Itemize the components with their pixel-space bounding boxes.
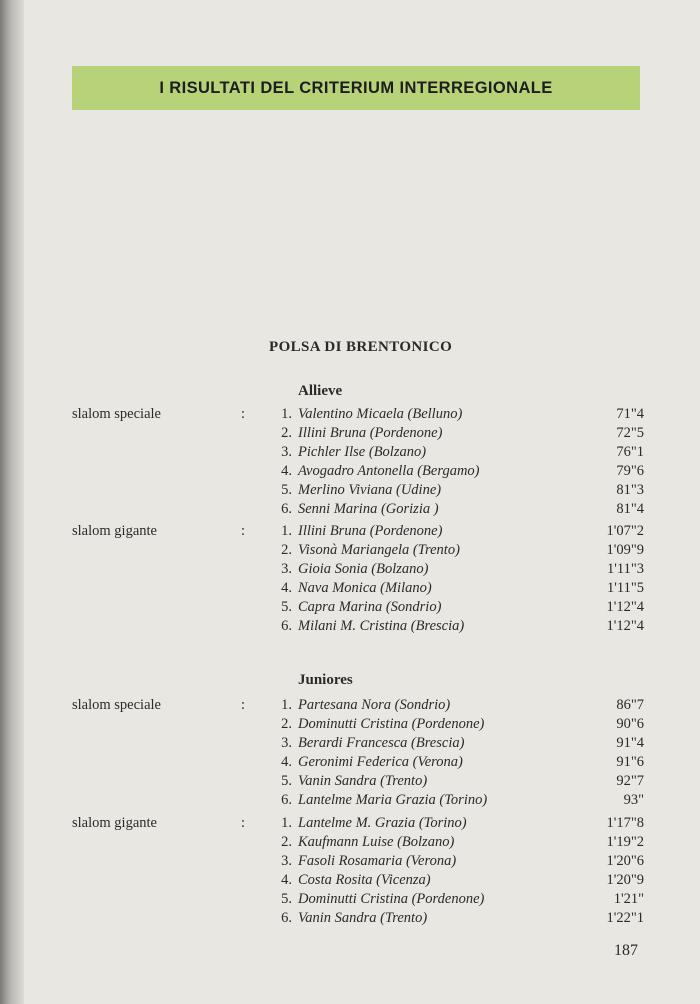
result-row [0, 425, 700, 444]
rank: 4. [281, 463, 292, 479]
result-time: 90"6 [616, 716, 644, 732]
rank: 1. [281, 815, 292, 831]
separator-colon: : [241, 523, 246, 539]
rank: 3. [281, 853, 292, 869]
rank: 5. [281, 482, 292, 498]
discipline-label: slalom speciale [72, 697, 161, 713]
rank: 2. [281, 834, 292, 850]
category-heading-allieve: Allieve [298, 383, 343, 399]
separator-colon: : [241, 815, 246, 831]
result-time: 1'20"6 [606, 853, 644, 869]
result-row [0, 815, 700, 834]
rank: 3. [281, 444, 292, 460]
athlete-name: Vanin Sandra (Trento) [298, 773, 428, 789]
athlete-name: Merlino Viviana (Udine) [298, 482, 442, 498]
rank: 6. [281, 792, 292, 808]
rank: 1. [281, 523, 292, 539]
athlete-name: Illini Bruna (Pordenone) [298, 425, 443, 441]
rank: 4. [281, 754, 292, 770]
discipline-label: slalom gigante [72, 523, 157, 539]
result-row [0, 735, 700, 754]
result-time: 1'20"9 [606, 872, 644, 888]
rank: 6. [281, 618, 292, 634]
result-row [0, 792, 700, 811]
page-title: I RISULTATI DEL CRITERIUM INTERREGIONALE [159, 78, 553, 97]
result-time: 81"3 [616, 482, 644, 498]
result-row [0, 580, 700, 599]
rank: 5. [281, 891, 292, 907]
result-row [0, 561, 700, 580]
result-time: 86"7 [616, 697, 644, 713]
rank: 1. [281, 406, 292, 422]
category-heading-juniores: Juniores [298, 672, 353, 688]
athlete-name: Kaufmann Luise (Bolzano) [298, 834, 455, 850]
result-time: 79"6 [616, 463, 644, 479]
rank: 5. [281, 773, 292, 789]
page-number: 187 [614, 942, 638, 959]
result-time: 93" [623, 792, 644, 808]
result-row [0, 444, 700, 463]
result-row [0, 697, 700, 716]
rank: 4. [281, 872, 292, 888]
result-time: 1'12"4 [606, 599, 644, 615]
athlete-name: Gioia Sonia (Bolzano) [298, 561, 429, 577]
athlete-name: Berardi Francesca (Brescia) [298, 735, 465, 751]
rank: 4. [281, 580, 292, 596]
athlete-name: Lantelme M. Grazia (Torino) [298, 815, 467, 831]
result-time: 92"7 [616, 773, 644, 789]
rank: 2. [281, 542, 292, 558]
result-time: 76"1 [616, 444, 644, 460]
athlete-name: Fasoli Rosamaria (Verona) [298, 853, 457, 869]
result-time: 91"4 [616, 735, 644, 751]
result-time: 1'12"4 [606, 618, 644, 634]
athlete-name: Avogadro Antonella (Bergamo) [298, 463, 480, 479]
result-row [0, 482, 700, 501]
athlete-name: Costa Rosita (Vicenza) [298, 872, 431, 888]
result-row [0, 754, 700, 773]
separator-colon: : [241, 406, 246, 422]
result-time: 1'22"1 [606, 910, 644, 926]
athlete-name: Milani M. Cristina (Brescia) [298, 618, 465, 634]
result-row [0, 618, 700, 637]
athlete-name: Lantelme Maria Grazia (Torino) [298, 792, 488, 808]
result-time: 71"4 [616, 406, 644, 422]
athlete-name: Valentino Micaela (Belluno) [298, 406, 463, 422]
discipline-label: slalom speciale [72, 406, 161, 422]
athlete-name: Senni Marina (Gorizia ) [298, 501, 439, 517]
rank: 6. [281, 501, 292, 517]
athlete-name: Geronimi Federica (Verona) [298, 754, 463, 770]
athlete-name: Nava Monica (Milano) [298, 580, 432, 596]
athlete-name: Capra Marina (Sondrio) [298, 599, 442, 615]
result-row [0, 501, 700, 520]
result-time: 1'19"2 [606, 834, 644, 850]
result-row [0, 872, 700, 891]
rank: 1. [281, 697, 292, 713]
athlete-name: Visonà Mariangela (Trento) [298, 542, 460, 558]
result-time: 1'11"3 [607, 561, 644, 577]
rank: 5. [281, 599, 292, 615]
separator-colon: : [241, 697, 246, 713]
athlete-name: Vanin Sandra (Trento) [298, 910, 428, 926]
result-row [0, 773, 700, 792]
rank: 2. [281, 716, 292, 732]
athlete-name: Pichler Ilse (Bolzano) [298, 444, 427, 460]
result-row [0, 542, 700, 561]
athlete-name: Dominutti Cristina (Pordenone) [298, 891, 485, 907]
result-row [0, 891, 700, 910]
result-row [0, 599, 700, 618]
rank: 6. [281, 910, 292, 926]
athlete-name: Partesana Nora (Sondrio) [298, 697, 451, 713]
result-row [0, 853, 700, 872]
result-time: 1'09"9 [606, 542, 644, 558]
result-row [0, 463, 700, 482]
result-row [0, 834, 700, 853]
result-row [0, 910, 700, 929]
result-time: 1'07"2 [606, 523, 644, 539]
result-time: 1'21" [613, 891, 644, 907]
result-row [0, 523, 700, 542]
result-row [0, 406, 700, 425]
result-time: 72"5 [616, 425, 644, 441]
rank: 3. [281, 561, 292, 577]
athlete-name: Illini Bruna (Pordenone) [298, 523, 443, 539]
result-time: 81"4 [616, 501, 644, 517]
result-row [0, 716, 700, 735]
result-time: 1'17"8 [606, 815, 644, 831]
result-time: 1'11"5 [607, 580, 644, 596]
discipline-label: slalom gigante [72, 815, 157, 831]
result-time: 91"6 [616, 754, 644, 770]
rank: 3. [281, 735, 292, 751]
location-heading: POLSA DI BRENTONICO [269, 339, 453, 355]
rank: 2. [281, 425, 292, 441]
title-banner [72, 66, 640, 110]
athlete-name: Dominutti Cristina (Pordenone) [298, 716, 485, 732]
